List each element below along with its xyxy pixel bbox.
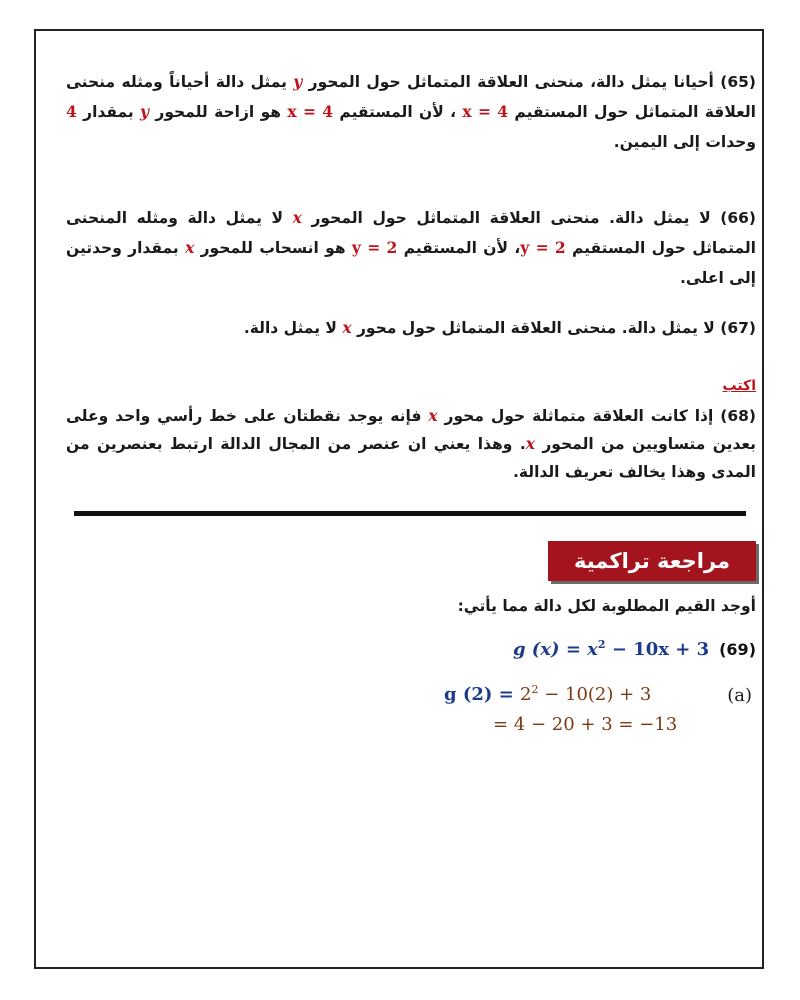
question-number: (68) [720, 407, 756, 425]
amount: 4 [66, 102, 77, 121]
text: يمثل دالة أحياناً ومثله منحنى العلاقة المتماثل حول المستقيم [66, 73, 756, 121]
question-65 [66, 67, 756, 157]
text: أحيانا يمثل دالة، منحنى العلاقة المتماثل حول المحور [302, 73, 721, 91]
question-66 [66, 203, 756, 293]
expression-rest: − 10(2) + 3 [538, 684, 652, 705]
var-x: x [525, 434, 535, 453]
exponent: 2 [597, 638, 606, 651]
equation: x = 4 [287, 102, 334, 121]
text: إذا كانت العلاقة متماثلة حول محور [437, 407, 721, 425]
text: هو انسحاب للمحور [194, 239, 352, 257]
var-x: x [428, 406, 438, 425]
text: ، لأن المستقيم [333, 103, 463, 121]
text: بمقدار [76, 103, 141, 121]
text: فإنه يوجد نقطتان على خط رأسي واحد وعلى بعدين متساويين من المحور [66, 407, 756, 453]
exponent: 2 [531, 683, 539, 696]
base: 2 [520, 684, 532, 705]
question-number: (69) [719, 640, 756, 659]
text: . وهذا يعني ان عنصر من المجال الدالة ارتبط بعنصرين من المدى وهذا يخالف تعريف الدالة. [66, 435, 756, 481]
var-y: y [140, 102, 150, 121]
text: بمقدار وحدتين إلى اعلى. [66, 239, 756, 287]
text: لا يمثل دالة ومثله المنحنى المتماثل حول المستقيم [66, 209, 756, 257]
text: لا يمثل دالة. [243, 319, 343, 337]
question-67 [66, 313, 756, 343]
equation: y = 2 [351, 238, 398, 257]
part-label: (a) [727, 685, 752, 706]
evaluation-lhs: g (2) = [444, 684, 521, 705]
var-x: x [342, 318, 352, 337]
text: ، لأن المستقيم [397, 239, 521, 257]
page-frame [34, 29, 764, 969]
question-number: (66) [720, 209, 756, 227]
question-69 [513, 638, 756, 660]
section-banner: مراجعة تراكمية [548, 541, 756, 581]
instruction-text: أوجد القيم المطلوبة لكل دالة مما يأتي: [457, 597, 756, 615]
text: لا يمثل دالة. منحنى العلاقة المتماثل حول المحور [301, 209, 721, 227]
var-x: x [185, 238, 195, 257]
function-lhs: g (x) = x [512, 639, 598, 660]
solution-line-2: = 4 − 20 + 3 = −13 [493, 714, 678, 735]
write-label: اكتب [722, 378, 756, 394]
solution-line-1 [444, 683, 651, 705]
equation: y = 2 [520, 238, 566, 257]
equation: x = 4 [462, 102, 509, 121]
var-y: y [293, 72, 303, 91]
question-number: (65) [720, 73, 756, 91]
function-definition [513, 638, 709, 660]
section-divider [74, 511, 746, 516]
question-number: (67) [720, 319, 756, 337]
text: لا يمثل دالة. منحنى العلاقة المتماثل حول محور [351, 319, 721, 337]
text: هو ازاحة للمحور [149, 103, 288, 121]
text: وحدات إلى اليمين. [613, 133, 756, 151]
question-68 [66, 402, 756, 486]
var-x: x [292, 208, 302, 227]
function-rest: − 10x + 3 [605, 639, 710, 660]
